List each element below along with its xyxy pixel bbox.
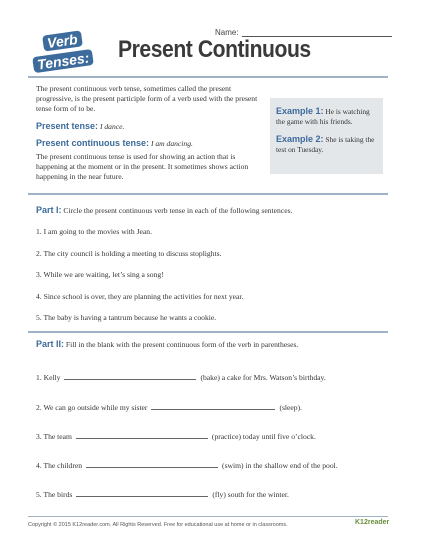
part2-divider [28,331,388,333]
part2-item-3 [36,431,386,441]
part1-divider [28,193,388,195]
part1-instruction: Circle the present continuous verb tense in each of the following sentences. [63,206,293,215]
part2-item-1 [36,372,386,382]
intro-paragraph: The present continuous verb tense, sometimes called the present progressive, is the present participle form of a verb used with the present tense form of to be. [36,84,258,113]
part2-item-1-before: 1. Kelly [36,373,61,382]
part2-item-5 [36,489,386,499]
continuous-tense-example: I am dancing. [150,139,193,148]
part2-item-4-after: (swim) in the shallow end of the pool. [222,461,338,470]
present-tense-example: I dance. [99,122,125,131]
verb-tenses-badge [29,30,99,77]
answer-blank-5[interactable] [76,489,208,497]
badge-line-2: Tenses: [32,49,94,73]
part2-item-2-before: 2. We can go outside while my sister [36,403,148,412]
part1-sentence-1[interactable]: 1. I am going to the movies with Jean. [36,227,152,236]
answer-blank-1[interactable] [64,372,196,380]
part2-item-4 [36,460,386,470]
continuous-tense-label: Present continuous tense: [36,138,150,148]
name-label: Name: [215,28,239,37]
part2-label: Part II: [36,339,65,349]
usage-paragraph: The present continuous tense is used for showing an action that is happening at the moment or in the present. It sometimes shows action happening in the near future. [36,152,249,181]
examples-box [270,98,383,174]
present-tense-label: Present tense: [36,121,99,131]
part2-item-3-after: (practice) today until five o’clock. [211,432,316,441]
answer-blank-4[interactable] [86,460,218,468]
example-2 [276,134,380,155]
part2-header [36,339,298,349]
example-1-label: Example 1: [276,106,324,116]
part1-sentence-5[interactable]: 5. The baby is having a tantrum because he wants a cookie. [36,313,217,322]
answer-blank-3[interactable] [76,431,208,439]
present-tense-row [36,121,124,131]
part1-sentence-4[interactable]: 4. Since school is over, they are planning the activities for next year. [36,292,244,301]
k12reader-logo: K12reader [355,519,390,526]
part2-item-3-before: 3. The team [36,432,72,441]
part2-instruction: Fill in the blank with the present continuous form of the verb in parentheses. [65,340,299,349]
part1-sentence-2[interactable]: 2. The city council is holding a meeting to discuss stoplights. [36,249,222,258]
example-1 [276,106,380,127]
part2-item-5-after: (fly) south for the winter. [212,490,289,499]
copyright-text: Copyright © 2015 K12reader.com. All Rights Reserved. Free for educational use at home or in classrooms. [28,522,288,528]
title-divider [28,76,388,78]
part2-item-4-before: 4. The children [36,461,83,470]
answer-blank-2[interactable] [151,402,275,410]
continuous-tense-row [36,138,193,148]
footer-divider [28,516,388,517]
part1-sentence-3[interactable]: 3. While we are waiting, let’s sing a song! [36,270,164,279]
part2-item-1-after: (bake) a cake for Mrs. Watson’s birthday. [200,373,326,382]
part2-item-5-before: 5. The birds [36,490,73,499]
page-title: Present Continuous [118,36,311,63]
part1-header [36,205,292,215]
badge-line-1: Verb [42,30,82,51]
example-1-text: He is watching the game with his friends. [276,107,370,126]
part1-label: Part I: [36,205,62,215]
example-2-text: She is taking the test on Tuesday. [276,135,375,154]
part2-item-2 [36,402,386,412]
example-2-label: Example 2: [276,134,324,144]
part2-item-2-after: (sleep). [279,403,303,412]
